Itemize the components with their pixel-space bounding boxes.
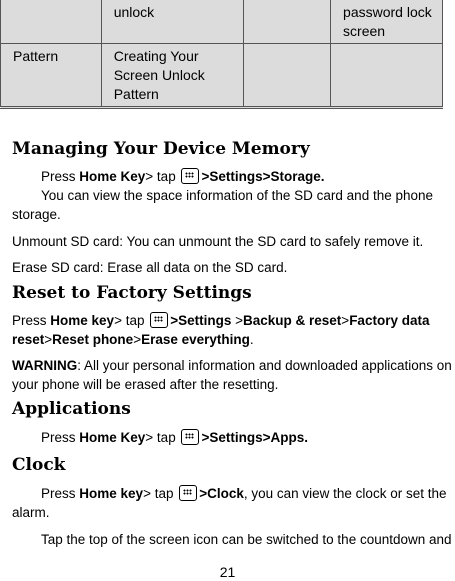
table-cell — [331, 44, 443, 108]
section-heading-apps: Applications — [12, 399, 131, 419]
apps-grid-icon — [181, 429, 199, 445]
section-heading-reset: Reset to Factory Settings — [12, 283, 252, 303]
memory-desc-line2: storage. — [12, 207, 61, 222]
apps-nav-line: Press Home Key> tap >Settings>Apps. — [41, 430, 308, 445]
warning-line2: your phone will be erased after the resetting. — [12, 377, 279, 392]
table-row — [1, 44, 443, 108]
warning-line1: WARNING: All your personal information and downloaded applications on — [12, 358, 452, 373]
table-cell — [1, 0, 102, 44]
apps-grid-icon — [150, 312, 168, 328]
clock-nav-line: Press Home key> tap >Clock, you can view the clock or set the — [41, 486, 447, 501]
apps-grid-icon — [179, 485, 197, 501]
memory-nav-line: Press Home Key> tap >Settings>Storage. — [41, 169, 325, 184]
page-number: 21 — [219, 564, 236, 580]
clock-line2: alarm. — [12, 505, 50, 520]
table-row — [1, 0, 443, 44]
reset-nav-line1: Press Home key> tap >Settings >Backup & reset>Factory data — [12, 313, 430, 328]
erase-text: Erase SD card: Erase all data on the SD card. — [12, 260, 288, 275]
table-cell: Pattern — [1, 44, 102, 108]
apps-grid-icon — [181, 168, 199, 184]
unmount-text: Unmount SD card: You can unmount the SD card to safely remove it. — [12, 234, 424, 249]
section-heading-clock: Clock — [12, 455, 66, 475]
reset-nav-line2: reset>Reset phone>Erase everything. — [12, 332, 254, 347]
table-cell — [244, 44, 331, 108]
table-cell: unlock — [101, 0, 244, 44]
section-heading-memory: Managing Your Device Memory — [12, 139, 310, 159]
table-cell: password lock screen — [331, 0, 443, 44]
clock-tap-line: Tap the top of the screen icon can be switched to the countdown and — [41, 532, 452, 547]
memory-desc-line1: You can view the space information of the SD card and the phone — [41, 188, 434, 203]
table-cell: Creating Your Screen Unlock Pattern — [101, 44, 244, 108]
settings-table — [0, 0, 443, 109]
table-cell — [244, 0, 331, 44]
